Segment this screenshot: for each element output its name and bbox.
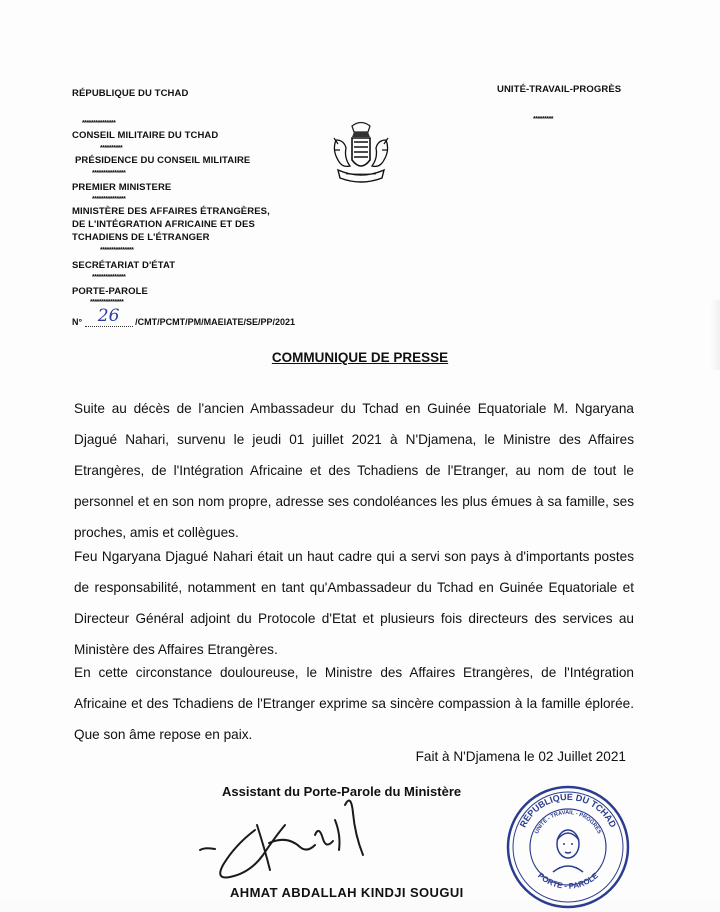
header-line-4: MINISTÈRE DES AFFAIRES ÉTRANGÈRES, <box>72 206 270 217</box>
handwritten-signature <box>195 795 395 890</box>
separator-stars: *************** <box>100 247 134 254</box>
reference-code: /CMT/PCMT/PM/MAEIATE/SE/PP/2021 <box>135 317 296 327</box>
signatory-title: Assistant du Porte-Parole du Ministère <box>222 784 462 799</box>
separator-stars: *************** <box>92 196 126 203</box>
coat-of-arms-emblem <box>328 120 394 190</box>
seal-outer-text: RÉPUBLIQUE DU TCHAD <box>517 791 619 830</box>
place-and-date: Fait à N'Djamena le 02 Juillet 2021 <box>415 749 626 764</box>
seal-motto-text: UNITÉ - TRAVAIL - PROGRÈS <box>534 809 602 835</box>
header-line-6: TCHADIENS DE L'ÉTRANGER <box>72 232 210 243</box>
seal-bottom-text: PORTE - PAROLE <box>536 871 600 891</box>
body-paragraph-3: En cette circonstance douloureuse, le Ministre des Affaires Etrangères, de l'Intégration Africaine et des Tchadiens de l'Etranger exprime sa sincère compassion à la famille éplorée. Que son âme repose en paix. <box>74 665 634 742</box>
header-line-3: PREMIER MINISTERE <box>72 182 172 193</box>
signatory-name: AHMAT ABDALLAH KINDJI SOUGUI <box>230 885 464 900</box>
header-line-7: SECRÉTARIAT D'ÉTAT <box>72 260 176 271</box>
reference-handwritten-number: 26 <box>85 306 133 327</box>
header-line-8: PORTE-PAROLE <box>72 286 148 297</box>
header-line-2: PRÉSIDENCE DU CONSEIL MILITAIRE <box>75 155 251 166</box>
reference-number <box>72 306 296 331</box>
national-motto: UNITÉ-TRAVAIL-PROGRÈS <box>497 84 622 95</box>
header-line-5: DE L'INTÉGRATION AFRICAINE ET DES <box>72 219 255 230</box>
header-line-1: CONSEIL MILITAIRE DU TCHAD <box>72 130 219 141</box>
official-seal-stamp <box>503 782 633 912</box>
separator-stars: *************** <box>90 299 124 306</box>
page-edge-shadow <box>710 300 720 370</box>
body-paragraph-2: Feu Ngaryana Djagué Nahari était un haut cadre qui a servi son pays à d'importants postes de responsabilité, notamment en tant qu'Ambassadeur du Tchad en Guinée Equatoriale et Directeur Général adjoint du Protocole d'Etat et plusieurs fois directeurs des services au Ministère des Affaires Etrangères. <box>74 549 634 657</box>
document-title: COMMUNIQUE DE PRESSE <box>271 350 449 365</box>
republic-title: RÉPUBLIQUE DU TCHAD <box>72 88 189 99</box>
separator-stars: *************** <box>92 170 126 177</box>
separator-stars: ********** <box>100 145 123 152</box>
motto-stars: ********* <box>533 116 554 123</box>
separator-stars: *************** <box>92 274 126 281</box>
separator-stars: *************** <box>82 120 116 127</box>
body-paragraph-1: Suite au décès de l'ancien Ambassadeur du Tchad en Guinée Equatoriale M. Ngaryana Djagué Nahari, survenu le jeudi 01 juillet 2021 à N'Djamena, le Ministre des Affaires Etrangères, de l'Intégration Africaine et des Tchadiens de l'Etranger, au nom de tout le personnel et en son nom propre, adresse ses condoléances les plus émues à sa famille, ses proches, amis et collègues. <box>74 401 634 540</box>
reference-prefix: N° <box>72 317 83 327</box>
